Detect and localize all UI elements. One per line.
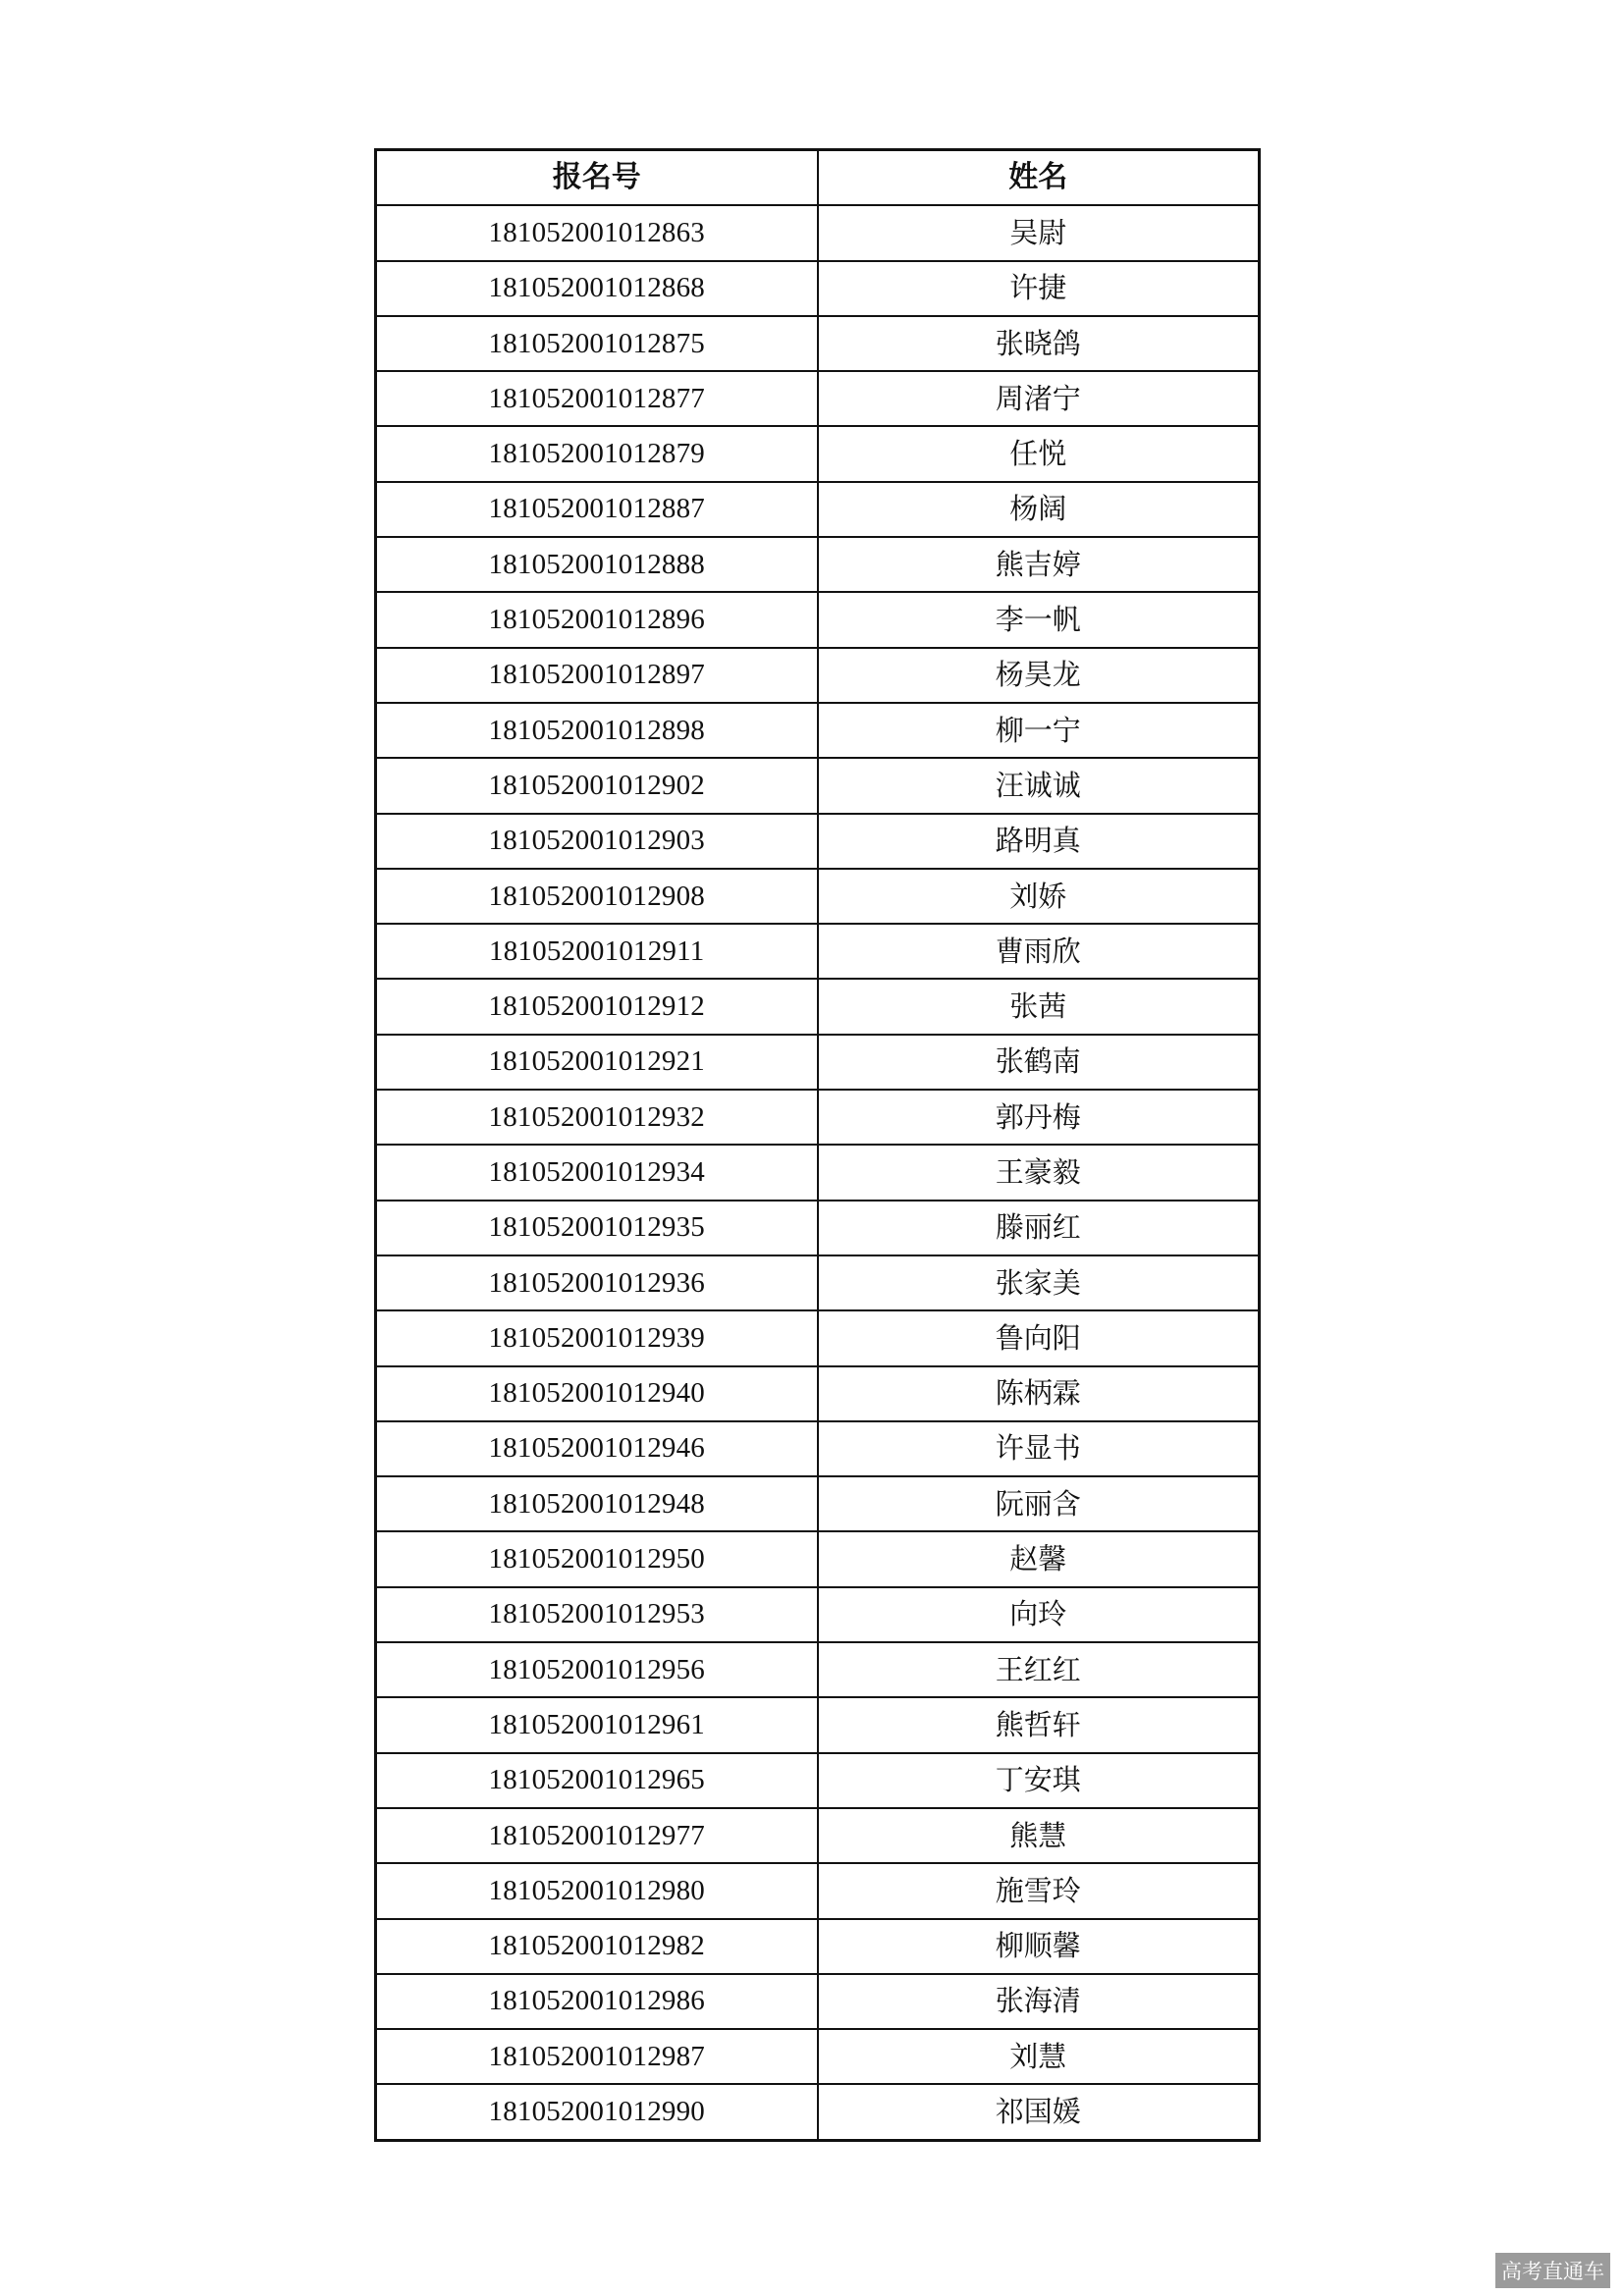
table-row: [376, 1808, 1260, 1863]
name-cell: 张鹤南: [818, 1035, 1260, 1090]
registration-no-cell: 181052001012879: [376, 426, 818, 481]
header-name: 姓名: [818, 150, 1260, 206]
header-registration-no: 报名号: [376, 150, 818, 206]
registration-no-cell: 181052001012950: [376, 1531, 818, 1586]
name-cell: 李一帆: [818, 592, 1260, 647]
registration-no-cell: 181052001012888: [376, 537, 818, 592]
table-row: [376, 1974, 1260, 2029]
registration-no-cell: 181052001012990: [376, 2084, 818, 2140]
table-row: [376, 1476, 1260, 1531]
name-cell: 许显书: [818, 1421, 1260, 1476]
registration-no-cell: 181052001012935: [376, 1201, 818, 1255]
name-cell: 张海清: [818, 1974, 1260, 2029]
registration-no-cell: 181052001012986: [376, 1974, 818, 2029]
registration-no-cell: 181052001012911: [376, 924, 818, 979]
registration-no-cell: 181052001012987: [376, 2029, 818, 2084]
registration-no-cell: 181052001012902: [376, 758, 818, 813]
name-cell: 熊慧: [818, 1808, 1260, 1863]
registration-no-cell: 181052001012897: [376, 648, 818, 703]
table-row: [376, 1255, 1260, 1310]
name-cell: 张茜: [818, 979, 1260, 1034]
name-cell: 杨阔: [818, 482, 1260, 537]
registration-no-cell: 181052001012961: [376, 1697, 818, 1752]
name-cell: 许捷: [818, 261, 1260, 316]
table-row: [376, 758, 1260, 813]
name-cell: 柳顺馨: [818, 1919, 1260, 1974]
name-cell: 赵馨: [818, 1531, 1260, 1586]
registration-no-cell: 181052001012956: [376, 1642, 818, 1697]
table-row: [376, 1697, 1260, 1752]
table-row: [376, 1919, 1260, 1974]
table-row: [376, 1366, 1260, 1421]
table-row: [376, 1090, 1260, 1145]
table-row: [376, 1145, 1260, 1200]
name-cell: 杨昊龙: [818, 648, 1260, 703]
name-cell: 吴尉: [818, 205, 1260, 260]
registration-no-cell: 181052001012980: [376, 1863, 818, 1918]
name-cell: 施雪玲: [818, 1863, 1260, 1918]
name-cell: 郭丹梅: [818, 1090, 1260, 1145]
registration-no-cell: 181052001012898: [376, 703, 818, 758]
registration-no-cell: 181052001012875: [376, 316, 818, 371]
name-cell: 路明真: [818, 814, 1260, 869]
name-cell: 周渚宁: [818, 371, 1260, 426]
name-cell: 鲁向阳: [818, 1310, 1260, 1365]
table-row: [376, 1531, 1260, 1586]
name-cell: 刘娇: [818, 869, 1260, 924]
table-row: [376, 1035, 1260, 1090]
registration-no-cell: 181052001012934: [376, 1145, 818, 1200]
name-cell: 刘慧: [818, 2029, 1260, 2084]
registration-no-cell: 181052001012903: [376, 814, 818, 869]
registration-no-cell: 181052001012982: [376, 1919, 818, 1974]
registration-no-cell: 181052001012936: [376, 1255, 818, 1310]
table-row: [376, 371, 1260, 426]
registration-no-cell: 181052001012868: [376, 261, 818, 316]
table-row: [376, 261, 1260, 316]
table-header: [376, 150, 1260, 206]
name-cell: 张晓鸽: [818, 316, 1260, 371]
table-row: [376, 869, 1260, 924]
table-row: [376, 592, 1260, 647]
table-row: [376, 537, 1260, 592]
name-cell: 熊哲轩: [818, 1697, 1260, 1752]
registration-no-cell: 181052001012912: [376, 979, 818, 1034]
registration-no-cell: 181052001012948: [376, 1476, 818, 1531]
table-row: [376, 482, 1260, 537]
table-row: [376, 979, 1260, 1034]
name-cell: 祁国媛: [818, 2084, 1260, 2140]
name-cell: 滕丽红: [818, 1201, 1260, 1255]
table-row: [376, 1587, 1260, 1642]
admission-list-table: [374, 148, 1261, 2142]
table-row: [376, 924, 1260, 979]
name-cell: 汪诚诚: [818, 758, 1260, 813]
registration-no-cell: 181052001012877: [376, 371, 818, 426]
name-cell: 张家美: [818, 1255, 1260, 1310]
name-cell: 王豪毅: [818, 1145, 1260, 1200]
registration-no-cell: 181052001012939: [376, 1310, 818, 1365]
table-row: [376, 426, 1260, 481]
table-row: [376, 2084, 1260, 2140]
name-cell: 王红红: [818, 1642, 1260, 1697]
registration-no-cell: 181052001012908: [376, 869, 818, 924]
site-watermark: 高考直通车: [1495, 2253, 1610, 2288]
table-row: [376, 1863, 1260, 1918]
name-cell: 任悦: [818, 426, 1260, 481]
table-row: [376, 2029, 1260, 2084]
registration-no-cell: 181052001012896: [376, 592, 818, 647]
name-cell: 熊吉婷: [818, 537, 1260, 592]
table-row: [376, 1310, 1260, 1365]
registration-no-cell: 181052001012921: [376, 1035, 818, 1090]
table-row: [376, 316, 1260, 371]
registration-no-cell: 181052001012940: [376, 1366, 818, 1421]
registration-no-cell: 181052001012977: [376, 1808, 818, 1863]
table-row: [376, 814, 1260, 869]
name-cell: 阮丽含: [818, 1476, 1260, 1531]
registration-no-cell: 181052001012863: [376, 205, 818, 260]
table-body: [376, 205, 1260, 2140]
registration-no-cell: 181052001012953: [376, 1587, 818, 1642]
table-row: [376, 205, 1260, 260]
name-cell: 陈柄霖: [818, 1366, 1260, 1421]
table-row: [376, 1421, 1260, 1476]
table-row: [376, 1642, 1260, 1697]
name-cell: 柳一宁: [818, 703, 1260, 758]
table-row: [376, 648, 1260, 703]
name-cell: 曹雨欣: [818, 924, 1260, 979]
registration-no-cell: 181052001012887: [376, 482, 818, 537]
header-row: [376, 150, 1260, 206]
table-row: [376, 703, 1260, 758]
name-cell: 向玲: [818, 1587, 1260, 1642]
table-row: [376, 1753, 1260, 1808]
registration-no-cell: 181052001012932: [376, 1090, 818, 1145]
registration-no-cell: 181052001012946: [376, 1421, 818, 1476]
registration-no-cell: 181052001012965: [376, 1753, 818, 1808]
table-row: [376, 1201, 1260, 1255]
name-cell: 丁安琪: [818, 1753, 1260, 1808]
